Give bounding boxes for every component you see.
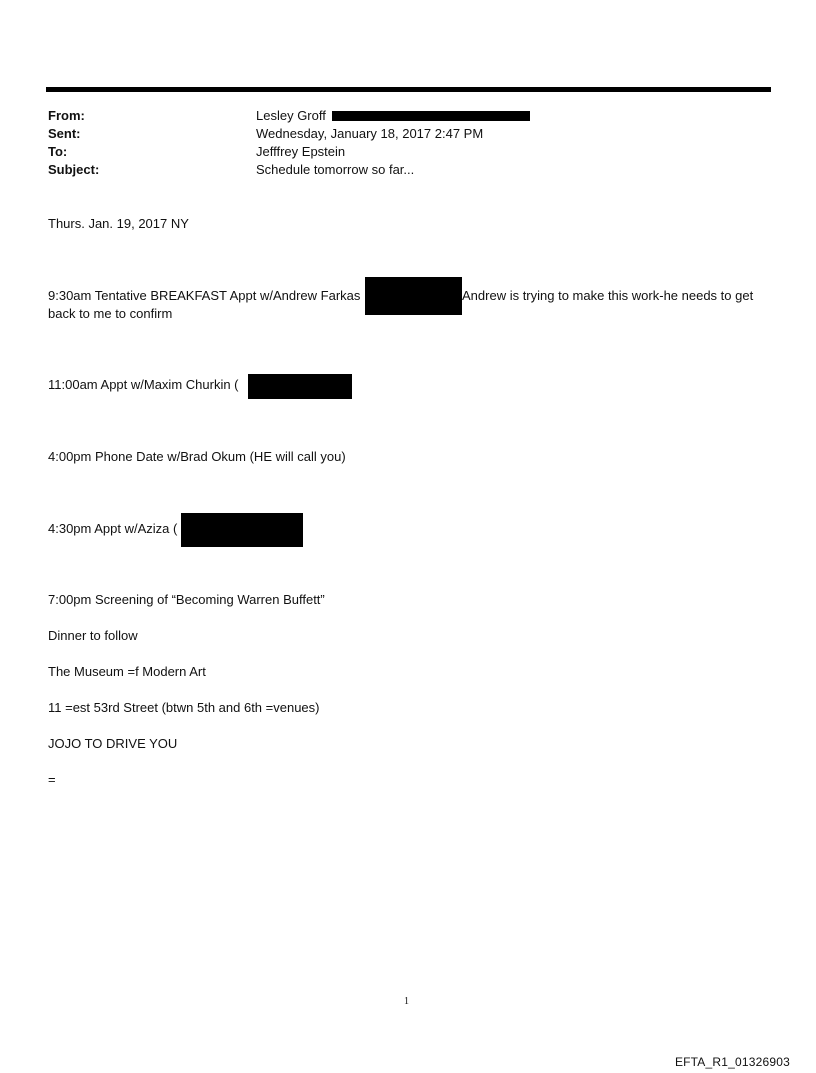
- header-divider-rule: [46, 87, 771, 92]
- churkin-appt-line: 11:00am Appt w/Maxim Churkin (: [48, 377, 239, 392]
- breakfast-line-end: Andrew is trying to make this work-he needs to get: [462, 288, 754, 303]
- trailing-equals: =: [48, 772, 56, 787]
- redaction-from-email: [332, 111, 530, 121]
- aziza-appt-line: 4:30pm Appt w/Aziza (: [48, 521, 178, 536]
- from-label: From:: [48, 108, 85, 123]
- bates-number: EFTA_R1_01326903: [674, 1055, 790, 1069]
- dinner-line: Dinner to follow: [48, 628, 138, 643]
- okum-phone-line: 4:00pm Phone Date w/Brad Okum (HE will call you): [48, 449, 346, 464]
- address-line: 11 =est 53rd Street (btwn 5th and 6th =venues): [48, 700, 320, 715]
- page-number: 1: [404, 996, 409, 1007]
- redaction-breakfast: [365, 277, 462, 315]
- driver-line: JOJO TO DRIVE YOU: [48, 736, 178, 751]
- sent-value: Wednesday, January 18, 2017 2:47 PM: [256, 126, 484, 141]
- subject-value: Schedule tomorrow so far...: [256, 162, 415, 177]
- to-label: To:: [48, 144, 68, 159]
- subject-label: Subject:: [48, 162, 100, 177]
- sent-label: Sent:: [48, 126, 81, 141]
- redaction-aziza: [181, 513, 303, 547]
- museum-line: The Museum =f Modern Art: [48, 664, 206, 679]
- breakfast-line-start: 9:30am Tentative BREAKFAST Appt w/Andrew Farkas: [48, 288, 361, 303]
- redaction-churkin: [248, 374, 352, 399]
- from-value: Lesley Groff: [256, 108, 326, 123]
- to-value: Jefffrey Epstein: [256, 144, 346, 159]
- screening-line: 7:00pm Screening of “Becoming Warren Buffett”: [48, 592, 325, 607]
- schedule-date-line: Thurs. Jan. 19, 2017 NY: [48, 216, 189, 231]
- breakfast-line-continued: back to me to confirm: [48, 306, 173, 321]
